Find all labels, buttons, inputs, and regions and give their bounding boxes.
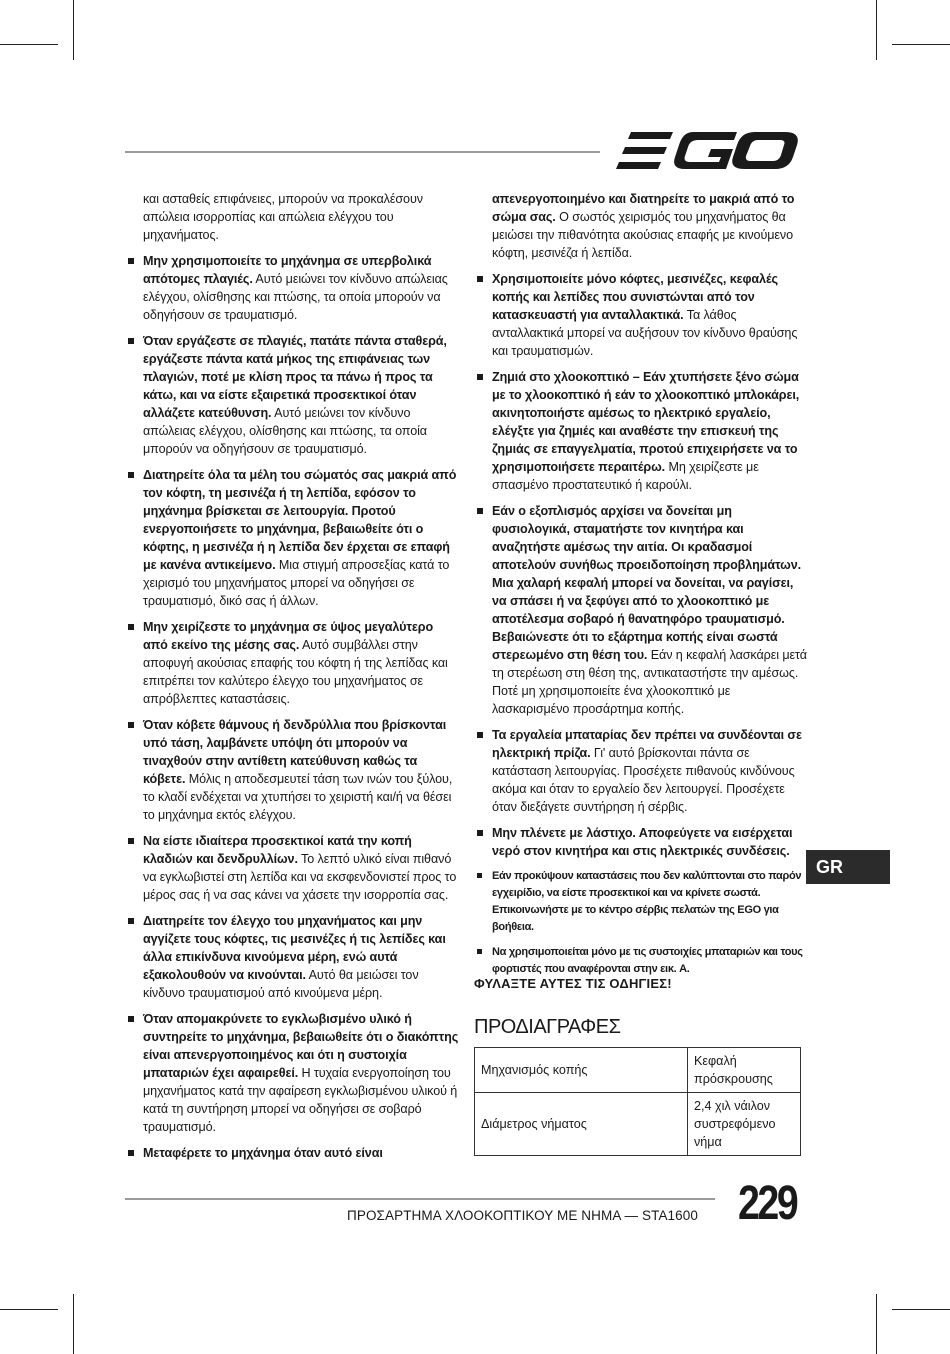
list-item xyxy=(125,716,460,824)
list-item xyxy=(125,466,460,610)
item-bold-text: Διατηρείτε όλα τα μέλη του σώματός σας μακριά από τον κόφτη, τη μεσινέζα ή τη λεπίδα, εφόσον το μηχάνημα βρίσκεται σε λειτουργία. Προτού ενεργοποιήσετε το μηχάνημα, βεβαιωθείτε ότι ο κόφτης, η μεσινέζα ή η λεπίδα δεν έρχεται σε επαφή με κανένα αντικείμενο. xyxy=(143,468,457,572)
square-bullet-icon xyxy=(128,624,134,630)
list-item xyxy=(125,1144,460,1162)
list-item xyxy=(474,270,809,360)
item-bold-text: Όταν απομακρύνετε το εγκλωβισμένο υλικό ή συντηρείτε το μηχάνημα, βεβαιωθείτε ότι ο διακόπτης είναι απενεργοποιημένος και ότι η συστοιχία μπαταριών έχει αφαιρεθεί. xyxy=(143,1012,459,1080)
table-row xyxy=(475,1093,801,1156)
list-item xyxy=(125,332,460,458)
square-bullet-icon xyxy=(128,1016,134,1022)
crop-mark xyxy=(73,0,74,60)
item-bold-text: Εάν ο εξοπλισμός αρχίσει να δονείται μη φυσιολογικά, σταματήστε τον κινητήρα και αναζητήστε αμέσως την αιτία. Οι κραδασμοί αποτελούν συνήθως προειδοποίηση προβλημάτων. Μια χαλαρή κεφαλή μπορεί να δονείται, να ραγίσει, να σπάσει ή να ξεφύγει από το χλοοκοπτικό με αποτέλεσμα σοβαρό ή θανατηφόρο τραυματισμό. Βεβαιώνεστε ότι το εξάρτημα κοπής είναι σωστά στερεωμένο στη θέση του. xyxy=(492,504,802,662)
item-text: Αυτό μειώνει τον κίνδυνο απώλειας ελέγχου, ολίσθησης και πτώσης, τα οποία μπορούν να οδηγήσουν σε τραυματισμό. xyxy=(143,272,448,322)
item-text: Αυτό θα μειώσει τον κίνδυνο τραυματισμού από κινούμενα μέρη. xyxy=(143,968,419,1000)
square-bullet-icon xyxy=(128,1150,134,1156)
square-bullet-icon xyxy=(477,949,482,954)
ego-logo xyxy=(615,130,800,172)
square-bullet-icon xyxy=(128,838,134,844)
footer-rule xyxy=(125,1198,715,1200)
item-bold-text: Να χρησιμοποιείται μόνο με τις συστοιχίες μπαταριών και τους φορτιστές που αναφέρονται στην εικ. A. xyxy=(492,946,803,975)
footer-title: ΠΡΟΣΑΡΤΗΜΑ ΧΛΟΟΚΟΠΤΙΚΟΥ ΜΕ ΝΗΜΑ — STA1600 xyxy=(347,1208,698,1223)
crop-mark xyxy=(0,44,58,45)
item-bold-text: Όταν εργάζεστε σε πλαγιές, πατάτε πάντα σταθερά, εργάζεστε πάντα κατά μήκος της επιφάνειας των πλαγιών, ποτέ με κλίση προς τα πάνω ή προς τα κάτω, και να είστε εξαιρετικά προσεκτικοί όταν αλλάζετε κατεύθυνση. xyxy=(143,334,447,420)
item-text: Αυτό μειώνει τον κίνδυνο απώλειας ελέγχου, ολίσθησης και πτώσης, τα οποία μπορούν να οδηγήσουν σε τραυματισμό. xyxy=(143,406,427,456)
header-rule xyxy=(125,151,600,153)
left-bullet-list xyxy=(125,252,460,1162)
right-column xyxy=(474,190,809,986)
square-bullet-icon xyxy=(477,508,483,514)
item-bold-text: Μεταφέρετε το μηχάνημα όταν αυτό είναι xyxy=(143,1146,383,1160)
crop-mark xyxy=(892,44,950,45)
list-item xyxy=(474,368,809,494)
square-bullet-icon xyxy=(477,276,483,282)
item-bold-text: Ζημιά στο χλοοκοπτικό – Εάν χτυπήσετε ξένο σώμα με το χλοοκοπτικό ή εάν το χλοοκοπτικό μπλοκάρει, ακινητοποιήστε αμέσως το ηλεκτρικό εργαλείο, ελέγξτε για ζημιές και αναθέστε την επισκευή της ζημιάς σε επαγγελματία, προτού επιχειρήσετε να το χρησιμοποιήσετε περαιτέρω. xyxy=(492,370,800,474)
spec-label: Διάμετρος νήματος xyxy=(475,1093,688,1156)
list-item xyxy=(125,618,460,708)
item-text: Τα λάθος ανταλλακτικά μπορεί να αυξήσουν τον κίνδυνο θραύσης και τραυματισμών. xyxy=(492,308,798,358)
item-bold-text: Χρησιμοποιείτε μόνο κόφτες, μεσινέζες, κεφαλές κοπής και λεπίδες που συνιστώνται από τον κατασκευαστή για ανταλλακτικά. xyxy=(492,272,778,322)
list-item xyxy=(474,944,809,978)
item-bold-text: Εάν προκύψουν καταστάσεις που δεν καλύπτονται στο παρόν εγχειρίδιο, να είστε προσεκτικοί και να κρίνετε σωστά. Επικοινωνήστε με το κέντρο σέρβις πελατών της EGO για βοήθεια. xyxy=(492,870,802,933)
spec-label: Μηχανισμός κοπής xyxy=(475,1048,688,1093)
item-bold-text: Όταν κόβετε θάμνους ή δενδρύλλια που βρίσκονται υπό τάση, λαμβάνετε υπόψη ότι μπορούν να τιναχθούν στην αντίθετη κατεύθυνση καθώς τα κόβετε. xyxy=(143,718,447,786)
continued-paragraph: και ασταθείς επιφάνειες, μπορούν να προκαλέσουν απώλεια ισορροπίας και απώλεια ελέγχου του μηχανήματος. xyxy=(143,192,423,242)
spec-value: 2,4 χιλ νάιλον συστρεφόμενο νήμα xyxy=(688,1093,801,1156)
crop-mark xyxy=(73,1294,74,1354)
list-item xyxy=(474,726,809,816)
item-text: Μη χειρίζεστε με σπασμένο προστατευτικό ή καρούλι. xyxy=(492,460,759,492)
specs-table xyxy=(474,1047,801,1156)
square-bullet-icon xyxy=(477,873,482,878)
list-item xyxy=(474,868,809,936)
square-bullet-icon xyxy=(477,374,483,380)
item-text: Εάν η κεφαλή λασκάρει μετά τη στερέωση στη θέση της, αντικαταστήστε την αμέσως. Ποτέ μη χρησιμοποιείτε ένα χλοοκοπτικό με λασκαρισμένο προσάρτημα κοπής. xyxy=(492,648,807,716)
right-bullet-list xyxy=(474,270,809,978)
continued-paragraph: απενεργοποιημένο και διατηρείτε το μακριά από το σώμα σας. Ο σωστός χειρισμός του μηχανήματος θα μειώσει την πιθανότητα ακούσιας επαφής με κινούμενο κόφτη, μεσινέζα ή λεπίδα. xyxy=(492,192,795,260)
item-bold-text: Τα εργαλεία μπαταρίας δεν πρέπει να συνδέονται σε ηλεκτρική πρίζα. xyxy=(492,728,802,760)
item-text: Αυτό συμβάλλει στην αποφυγή ακούσιας επαφής του κόφτη ή της λεπίδας και επιτρέπει τον καλύτερο έλεγχο του μηχανήματος σε απρόβλεπτες καταστάσεις. xyxy=(143,638,448,706)
item-bold-text: Μην χειρίζεστε το μηχάνημα σε ύψος μεγαλύτερο από εκείνο της μέσης σας. xyxy=(143,620,434,652)
list-item xyxy=(474,824,809,860)
spec-value: Κεφαλή πρόσκρουσης xyxy=(688,1048,801,1093)
crop-mark xyxy=(892,1309,950,1310)
item-text: Η τυχαία ενεργοποίηση του μηχανήματος κατά την αφαίρεση εγκλωβισμένου υλικού ή κατά τη συντήρηση μπορεί να οδηγήσει σε σοβαρό τραυματισμό. xyxy=(143,1066,458,1134)
square-bullet-icon xyxy=(128,918,134,924)
square-bullet-icon xyxy=(128,722,134,728)
item-text: Το λεπτό υλικό είναι πιθανό να εγκλωβιστεί στη λεπίδα και να εκσφενδονιστεί προς το μέρος σας ή να σας κάνει να χάσετε την ισορροπία σας. xyxy=(143,852,457,902)
crop-mark xyxy=(876,1294,877,1354)
square-bullet-icon xyxy=(477,732,483,738)
item-bold-text: Μην χρησιμοποιείτε το μηχάνημα σε υπερβολικά απότομες πλαγιές. xyxy=(143,254,432,286)
list-item xyxy=(125,912,460,1002)
item-text: Γι' αυτό βρίσκονται πάντα σε κατάσταση λειτουργίας. Προσέχετε πιθανούς κινδύνους ακόμα και όταν το εργαλείο δεν λειτουργεί. Προσέχετε όταν διεξάγετε συντήρηση ή σέρβις. xyxy=(492,746,795,814)
left-column xyxy=(125,190,460,1170)
table-row xyxy=(475,1048,801,1093)
item-text: Μια στιγμή απροσεξίας κατά το χειρισμό του μηχανήματος μπορεί να οδηγήσει σε τραυματισμό, δικό σας ή άλλων. xyxy=(143,558,450,608)
crop-mark xyxy=(0,1309,58,1310)
item-text: Μόλις η αποδεσμευτεί τάση των ινών του ξύλου, το κλαδί ενδέχεται να χτυπήσει το χειριστή και/ή να θέσει το μηχάνημα εκτός ελέγχου. xyxy=(143,772,453,822)
specs-title: ΠΡΟΔΙΑΓΡΑΦΕΣ xyxy=(474,1016,621,1038)
square-bullet-icon xyxy=(128,338,134,344)
page-number: 229 xyxy=(738,1177,797,1230)
square-bullet-icon xyxy=(128,472,134,478)
list-item xyxy=(125,252,460,324)
square-bullet-icon xyxy=(128,258,134,264)
square-bullet-icon xyxy=(477,830,483,836)
item-bold-text: Μην πλένετε με λάστιχο. Αποφεύγετε να εισέρχεται νερό στον κινητήρα και στις ηλεκτρικές συνδέσεις. xyxy=(492,826,793,858)
list-item xyxy=(125,1010,460,1136)
crop-mark xyxy=(876,0,877,60)
list-item xyxy=(125,832,460,904)
keep-instructions-heading: ΦΥΛΑΞΤΕ ΑΥΤΕΣ ΤΙΣ ΟΔΗΓΙΕΣ! xyxy=(474,976,672,991)
item-bold-text: Να είστε ιδιαίτερα προσεκτικοί κατά την κοπή κλαδιών και δενδρυλλίων. xyxy=(143,834,412,866)
item-bold-text: Διατηρείτε τον έλεγχο του μηχανήματος και μην αγγίζετε τους κόφτες, τις μεσινέζες ή τις λεπίδες και άλλα επικίνδυνα κινούμενα μέρη, ενώ αυτά εξακολουθούν να κινούνται. xyxy=(143,914,446,982)
list-item xyxy=(474,502,809,718)
language-tab: GR xyxy=(806,850,890,884)
